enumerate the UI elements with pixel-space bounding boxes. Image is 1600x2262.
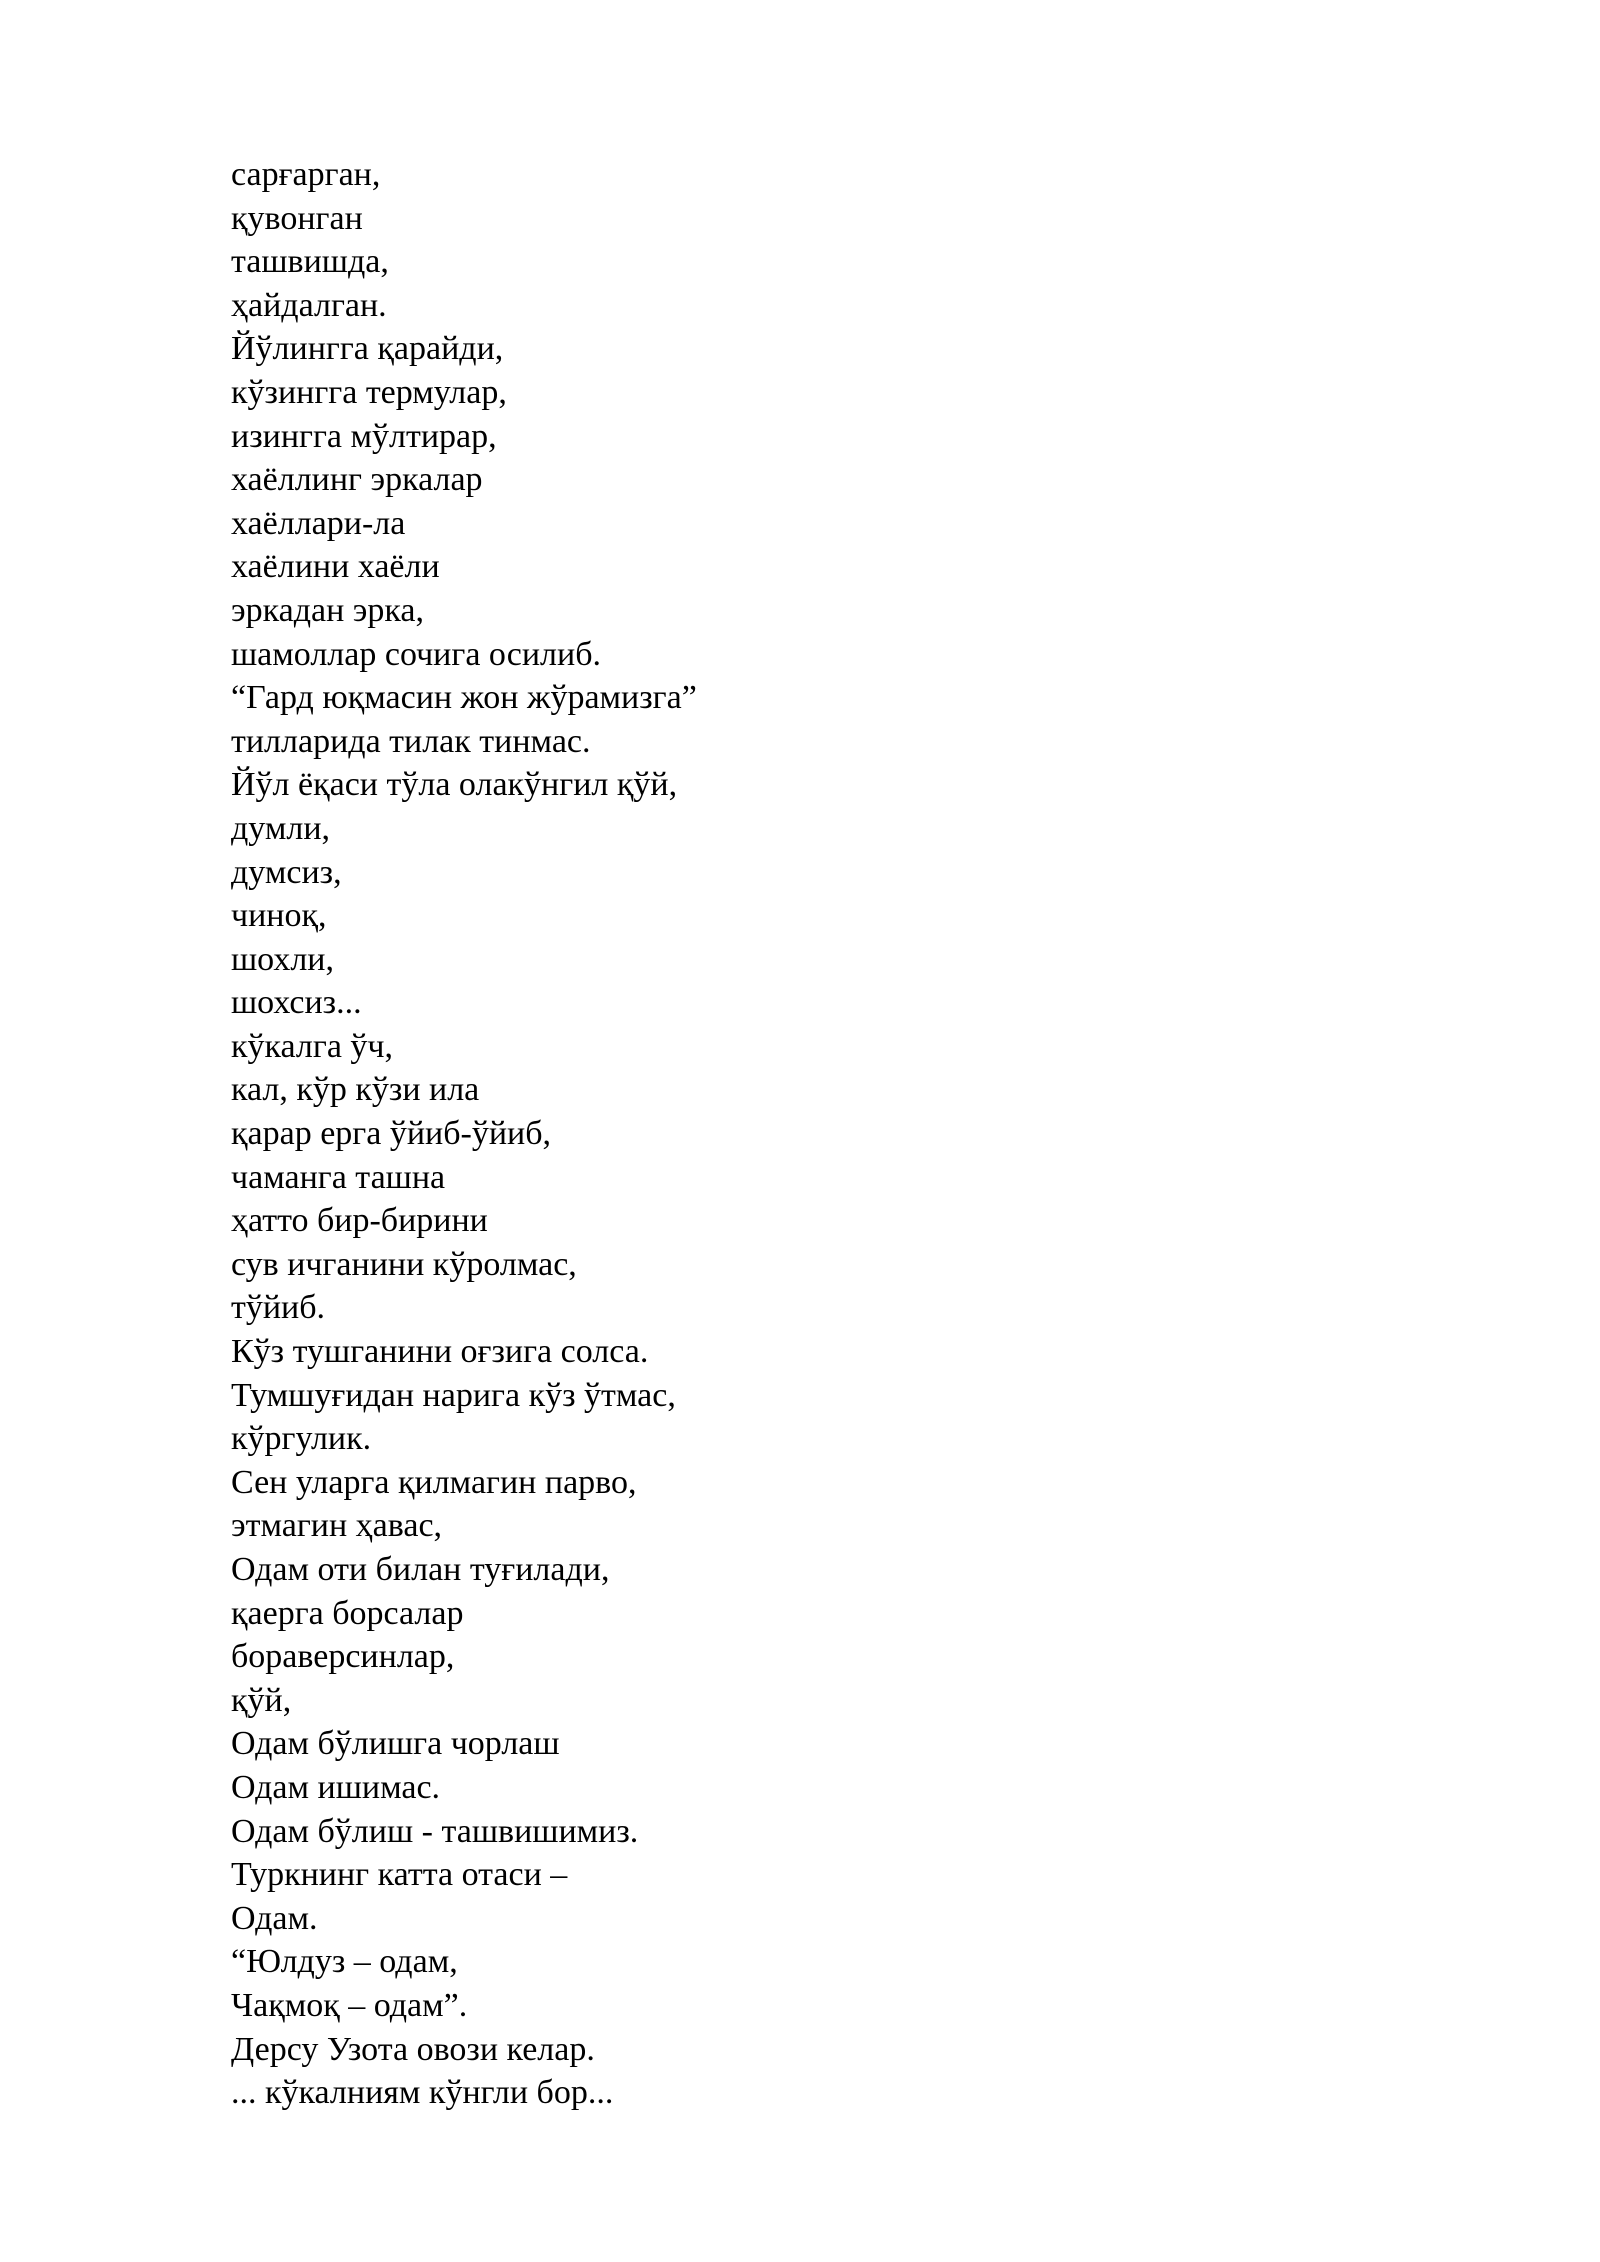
poem-line: Одам оти билан туғилади, bbox=[231, 1551, 610, 1588]
poem-line: шамоллар сочига осилиб. bbox=[231, 635, 601, 673]
poem-line: кўкалга ўч, bbox=[231, 1027, 394, 1065]
poem-line: шохли, bbox=[231, 940, 334, 978]
poem-line: кўзингга термулар, bbox=[231, 373, 507, 411]
poem-line: сарғарган, bbox=[231, 156, 381, 193]
poem-line: эркадан эрка, bbox=[231, 591, 424, 629]
poem-line: Кўз тушганини оғзига солса. bbox=[231, 1333, 649, 1371]
poem-line: тўйиб. bbox=[231, 1289, 326, 1327]
poem-line: Йўл ёқаси тўла олакўнгил қўй, bbox=[231, 766, 678, 804]
poem-line: Дерсу Узота овози келар. bbox=[231, 2030, 595, 2068]
poem-line: Одам бўлиш - ташвишимиз. bbox=[231, 1812, 639, 1850]
poem-line: қўй, bbox=[231, 1681, 292, 1719]
poem-line: Тумшуғидан нарига кўз ўтмас, bbox=[231, 1376, 676, 1414]
poem-text bbox=[231, 153, 697, 2115]
poem-line: кал, кўр кўзи ила bbox=[231, 1071, 480, 1109]
poem-line: хаёллинг эркалар bbox=[231, 461, 483, 499]
poem-line: Одам. bbox=[231, 1899, 318, 1937]
poem-line: Сен уларга қилмагин парво, bbox=[231, 1463, 637, 1501]
poem-line: тилларида тилак тинмас. bbox=[231, 722, 591, 760]
poem-line: ташвишда, bbox=[231, 243, 389, 281]
poem-line: чиноқ, bbox=[231, 897, 327, 935]
poem-line: қарар ерга ўйиб-ўйиб, bbox=[231, 1115, 552, 1153]
poem-line: Одам ишимас. bbox=[231, 1768, 441, 1806]
poem-line: Туркнинг катта отаси – bbox=[231, 1856, 568, 1894]
poem-line: кўргулик. bbox=[231, 1420, 372, 1458]
poem-line: Чақмоқ – одам”. bbox=[231, 1986, 468, 2024]
poem-line: думсиз, bbox=[231, 853, 342, 891]
poem-line: сув ичганини кўролмас, bbox=[231, 1245, 577, 1283]
poem-line: хаёлини хаёли bbox=[231, 548, 440, 586]
poem-line: этмагин ҳавас, bbox=[231, 1507, 443, 1545]
poem-line: “Юлдуз – одам, bbox=[231, 1943, 458, 1981]
poem-line: чаманга ташна bbox=[231, 1158, 446, 1196]
poem-line: ҳатто бир-бирини bbox=[231, 1202, 488, 1240]
poem-line: “Гард юқмасин жон жўрамизга” bbox=[231, 679, 697, 717]
poem-line: ... кўкалниям кўнгли бор... bbox=[231, 2074, 614, 2112]
poem-line: Йўлингга қарайди, bbox=[231, 330, 504, 368]
poem-line: қувонган bbox=[231, 199, 363, 237]
poem-line: думли, bbox=[231, 809, 331, 847]
poem-line: қаерга борсалар bbox=[231, 1594, 464, 1632]
poem-line: шохсиз... bbox=[231, 984, 362, 1022]
poem-line: Одам бўлишга чорлаш bbox=[231, 1725, 560, 1763]
poem-line: изингга мўлтирар, bbox=[231, 417, 497, 455]
poem-line: бораверсинлар, bbox=[231, 1638, 455, 1676]
poem-line: хаёллари-ла bbox=[231, 504, 406, 542]
poem-line: ҳайдалган. bbox=[231, 286, 387, 324]
